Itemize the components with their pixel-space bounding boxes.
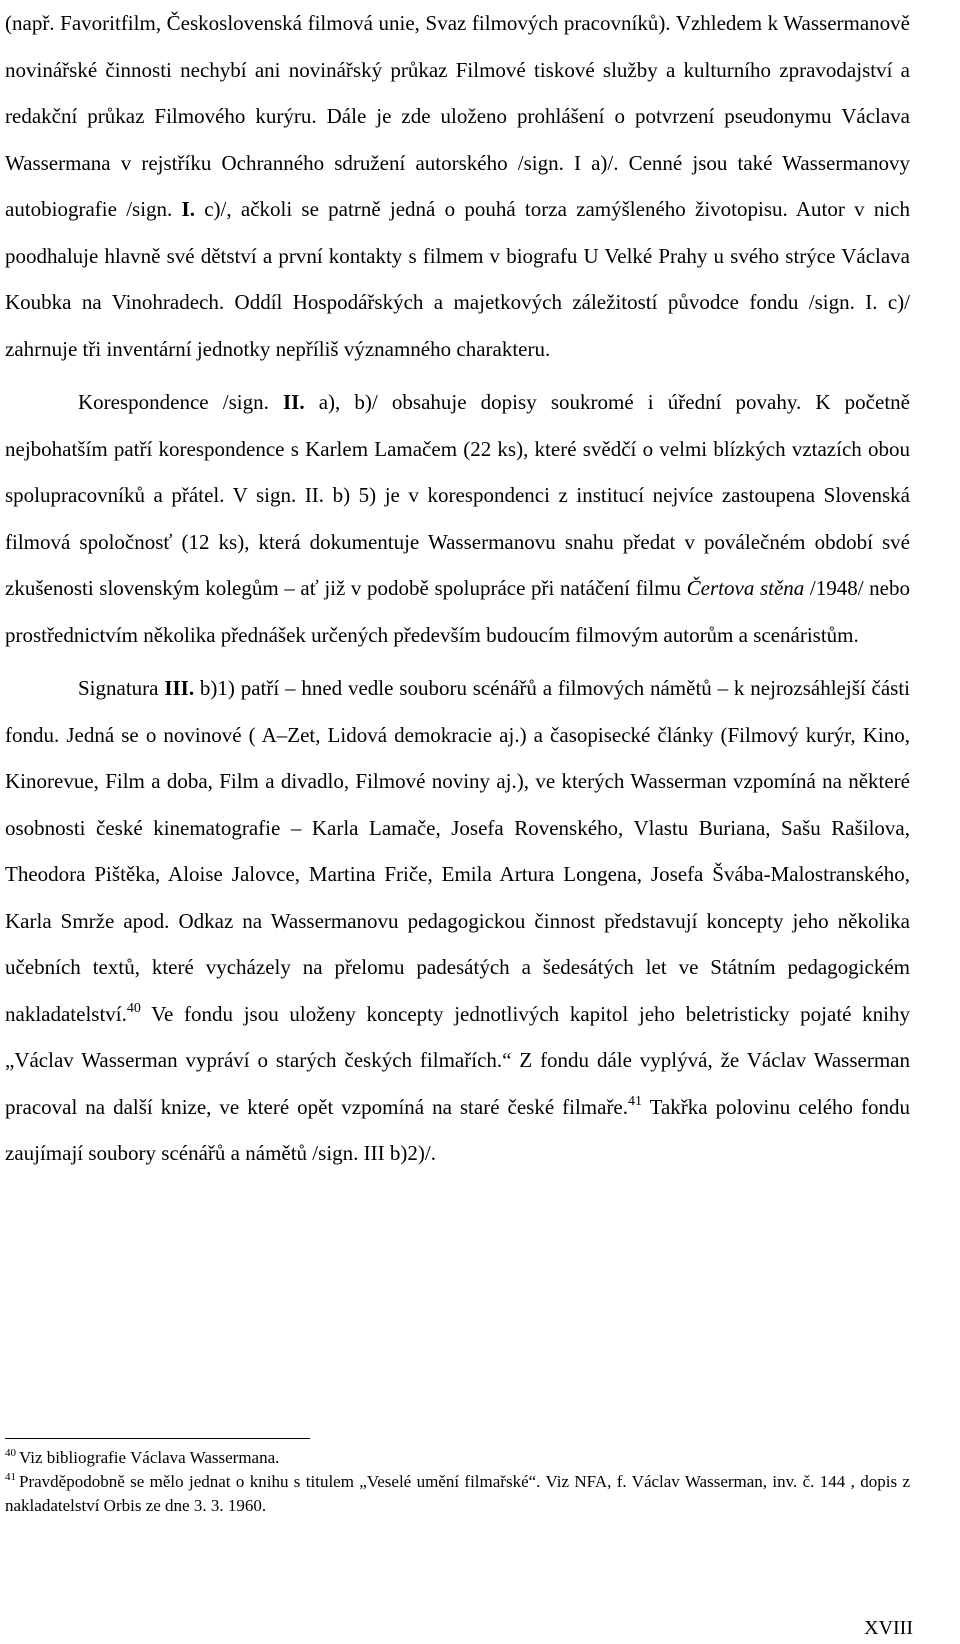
body-text (5, 0, 910, 1177)
footnote-text: Viz bibliografie Václava Wassermana. (19, 1448, 280, 1467)
footnote-ref-41[interactable]: 41 (628, 1093, 643, 1109)
film-title: Čertova stěna (686, 576, 805, 600)
footnote-41 (5, 1470, 910, 1518)
paragraph-2: Korespondence /sign. II. a), b)/ obsahuje dopisy soukromé i úřední povahy. K početně nejbohatším patří korespondence s Karlem Lamačem (22 ks), které svědčí o velmi blízkých vztazích obou spolupracovníků a přátel. V sign. II. b) 5) je v korespondenci z institucí nejvíce zastoupena Slovenská filmová spoločnosť (12 ks), která dokumentuje Wassermanovu snahu předat v poválečném období své zkušenosti slovenským kolegům – ať již v podobě spolupráce při natáčení filmu Čertova stěna /1948/ nebo prostřednictvím několika přednášek určených především budoucím filmovým autorům a scenáristům. (5, 390, 910, 647)
bold-signature: II. (282, 390, 305, 414)
footnote-number: 40 (5, 1447, 16, 1459)
footnote-text: Pravděpodobně se mělo jednat o knihu s titulem „Veselé umění filmařské“. Viz NFA, f. Václav Wasserman, inv. č. 144 , dopis z nakladatelství Orbis ze dne 3. 3. 1960. (5, 1472, 910, 1515)
bold-signature: I. (181, 197, 195, 221)
footnote-number: 41 (5, 1471, 16, 1483)
page-number: XVIII (864, 1617, 913, 1639)
paragraph-3: Signatura III. b)1) patří – hned vedle souboru scénářů a filmových námětů – k nejrozsáhlejší části fondu. Jedná se o novinové ( A–Zet, Lidová demokracie aj.) a časopisecké články (Filmový kurýr, Kino, Kinorevue, Film a doba, Film a divadlo, Filmové noviny aj.), ve kterých Wasserman vzpomíná na některé osobnosti české kinematografie – Karla Lamače, Josefa Rovenského, Vlastu Buriana, Sašu Rašilova, Theodora Pištěka, Aloise Jalovce, Martina Friče, Emila Artura Longena, Josefa Švába-Malostranského, Karla Smrže apod. Odkaz na Wassermanovu pedagogickou činnost představují koncepty jeho několika učebních textů, které vycházely na přelomu padesátých a šedesátých let ve Státním pedagogickém nakladatelství.$^{40}$ Ve fondu jsou uloženy koncepty jednotlivých kapitol jeho beletristicky pojaté knihy „Václav Wasserman vypráví o starých českých filmařích.“ Z fondu dále vyplývá, že Václav Wasserman pracoval na další knize, ve které opět vzpomíná na staré české filmaře.$^{41}$ Takřka polovinu celého fondu zaujímají soubory scénářů a námětů /sign. III b)2)/. (5, 676, 911, 1165)
paragraph-1: (např. Favoritfilm, Československá filmová unie, Svaz filmových pracovníků). Vzhledem k Wassermanově novinářské činnosti nechybí ani novinářský průkaz Filmové tiskové služby a kulturního zpravodajství a redakční průkaz Filmového kurýru. Dále je zde uloženo prohlášení o potvrzení pseudonymu Václava Wassermana v rejstříku Ochranného sdružení autorského /sign. I a)/. Cenné jsou také Wassermanovy autobiografie /sign. I. c)/, ačkoli se patrně jedná o pouhá torza zamýšleného životopisu. Autor v nich poodhaluje hlavně své dětství a první kontakty s filmem v biografu U Velké Prahy u svého strýce Václava Koubka na Vinohradech. Oddíl Hospodářských a majetkových záležitostí původce fondu /sign. I. c)/ zahrnuje tři inventární jednotky nepříliš významného charakteru. (5, 11, 910, 361)
footnotes (5, 1446, 910, 1518)
footnote-separator (5, 1438, 310, 1439)
footnote-ref-40[interactable]: 40 (126, 1000, 141, 1016)
bold-signature: III. (164, 676, 195, 700)
footnote-40 (5, 1446, 910, 1470)
